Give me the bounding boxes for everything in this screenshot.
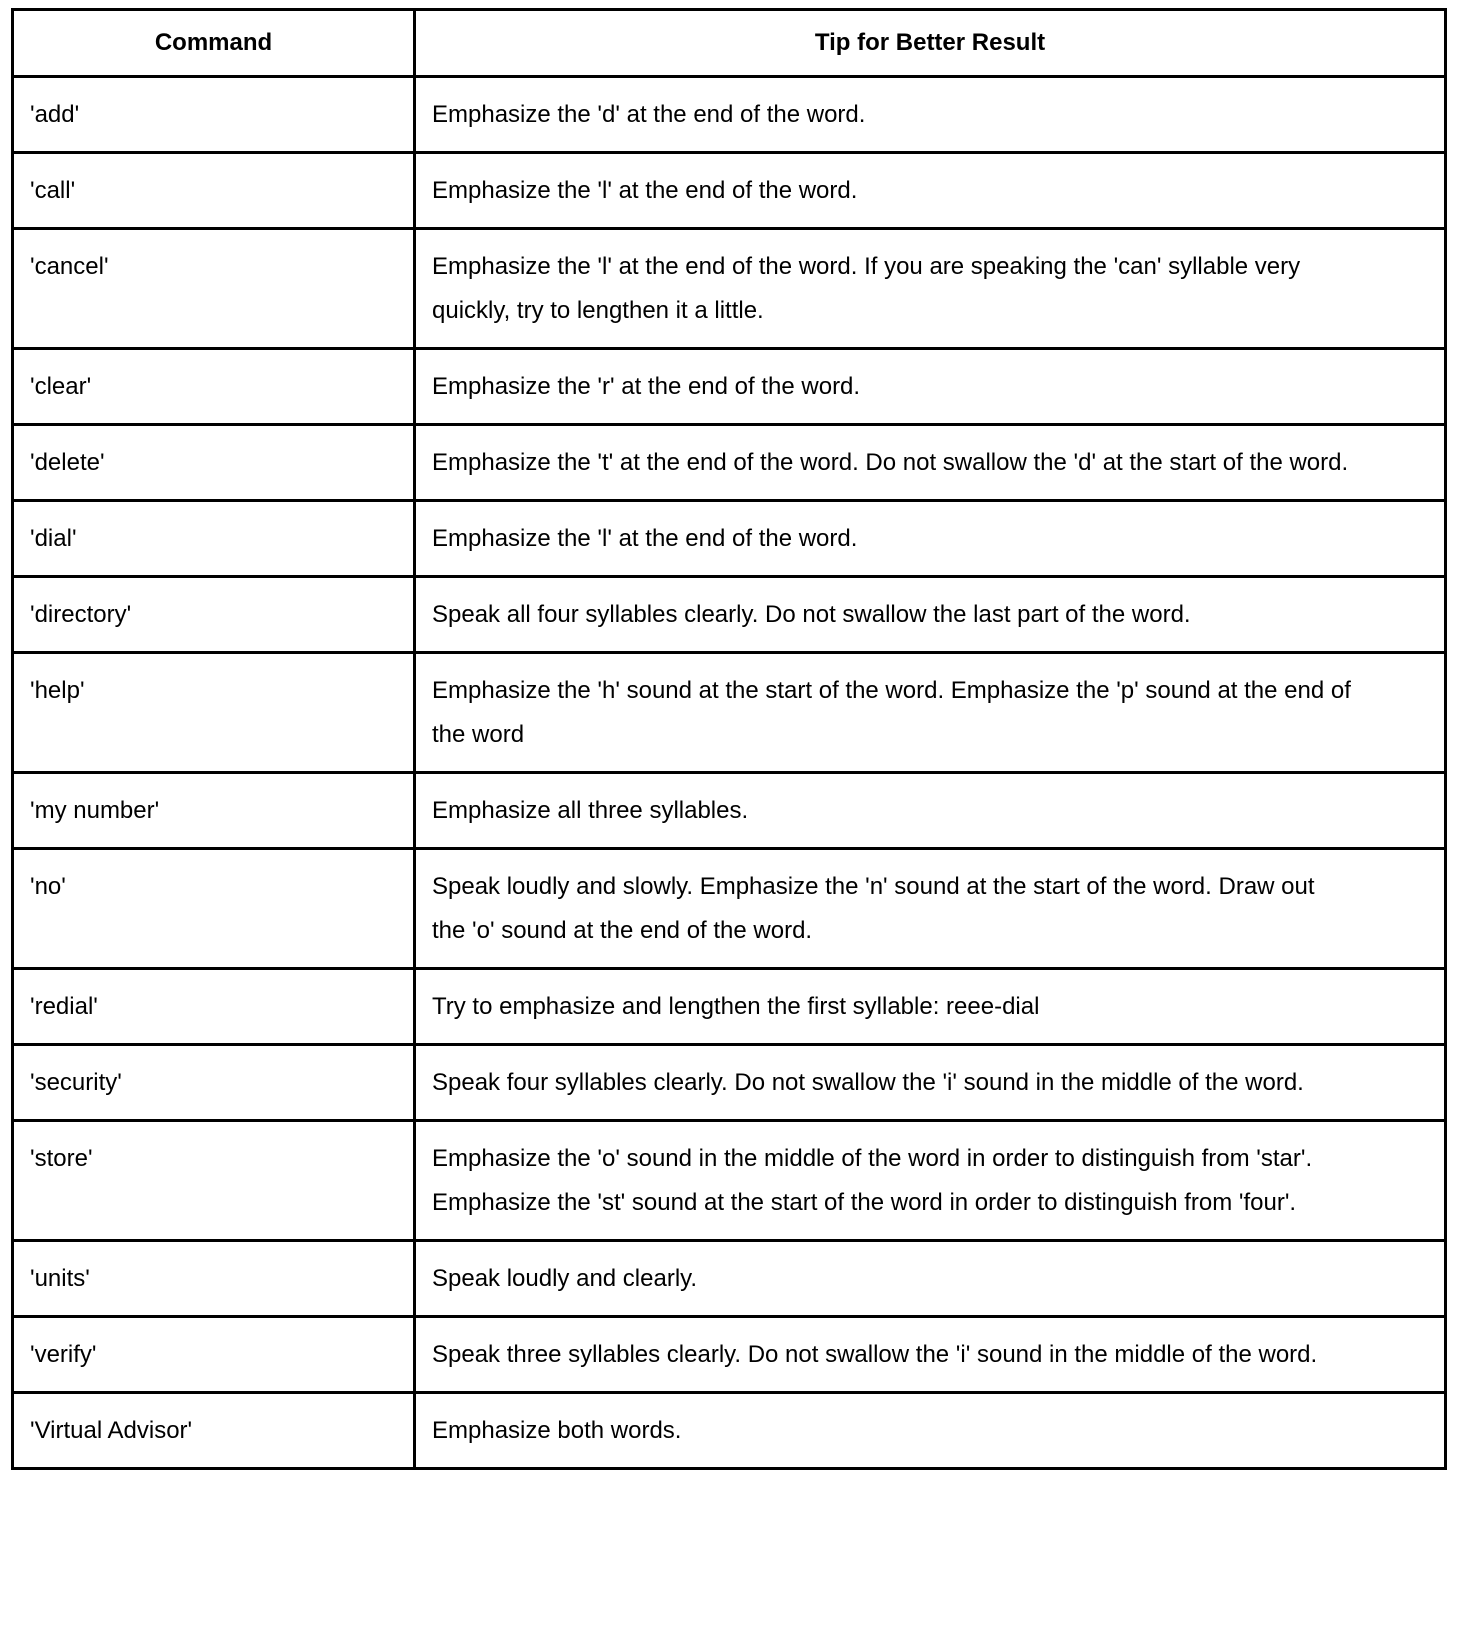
- header-row: [13, 10, 1446, 77]
- tip-cell: Speak three syllables clearly. Do not swallow the 'i' sound in the middle of the word.: [415, 1317, 1446, 1393]
- table-row: [13, 425, 1446, 501]
- tip-cell: Emphasize the 'l' at the end of the word.: [415, 153, 1446, 229]
- table-row: [13, 349, 1446, 425]
- command-cell: 'directory': [13, 577, 415, 653]
- table-row: [13, 1241, 1446, 1317]
- command-cell: 'dial': [13, 501, 415, 577]
- table-row: [13, 1121, 1446, 1241]
- tip-cell: Emphasize the 'o' sound in the middle of the word in order to distinguish from 'star'. Emphasize the 'st' sound at the start of the word in order to distinguish from 'four'.: [415, 1121, 1446, 1241]
- command-cell: 'security': [13, 1045, 415, 1121]
- table-row: [13, 153, 1446, 229]
- command-cell: 'units': [13, 1241, 415, 1317]
- table-row: [13, 1045, 1446, 1121]
- table-row: [13, 969, 1446, 1045]
- command-cell: 'verify': [13, 1317, 415, 1393]
- tip-cell: Emphasize the 'd' at the end of the word.: [415, 77, 1446, 153]
- tip-cell: Emphasize all three syllables.: [415, 773, 1446, 849]
- command-cell: 'store': [13, 1121, 415, 1241]
- tip-cell: Speak loudly and clearly.: [415, 1241, 1446, 1317]
- command-cell: 'no': [13, 849, 415, 969]
- command-cell: 'clear': [13, 349, 415, 425]
- command-cell: 'Virtual Advisor': [13, 1393, 415, 1469]
- command-cell: 'my number': [13, 773, 415, 849]
- command-cell: 'help': [13, 653, 415, 773]
- tip-cell: Emphasize the 'l' at the end of the word.: [415, 501, 1446, 577]
- command-cell: 'call': [13, 153, 415, 229]
- command-cell: 'cancel': [13, 229, 415, 349]
- tip-cell: Emphasize the 't' at the end of the word. Do not swallow the 'd' at the start of the word.: [415, 425, 1446, 501]
- table-row: [13, 501, 1446, 577]
- table-row: [13, 1317, 1446, 1393]
- table-row: [13, 1393, 1446, 1469]
- tip-cell: Emphasize both words.: [415, 1393, 1446, 1469]
- table-row: [13, 653, 1446, 773]
- command-cell: 'redial': [13, 969, 415, 1045]
- tip-cell: Speak loudly and slowly. Emphasize the 'n' sound at the start of the word. Draw out the 'o' sound at the end of the word.: [415, 849, 1446, 969]
- table-row: [13, 577, 1446, 653]
- tip-cell: Emphasize the 'h' sound at the start of the word. Emphasize the 'p' sound at the end of the word: [415, 653, 1446, 773]
- voice-command-tips-table: [11, 8, 1447, 1470]
- command-cell: 'delete': [13, 425, 415, 501]
- tip-cell: Speak all four syllables clearly. Do not swallow the last part of the word.: [415, 577, 1446, 653]
- tip-cell: Try to emphasize and lengthen the first syllable: reee-dial: [415, 969, 1446, 1045]
- tip-cell: Emphasize the 'l' at the end of the word. If you are speaking the 'can' syllable very quickly, try to lengthen it a little.: [415, 229, 1446, 349]
- header-command: Command: [13, 10, 415, 77]
- table-row: [13, 849, 1446, 969]
- header-tip: Tip for Better Result: [415, 10, 1446, 77]
- tip-cell: Emphasize the 'r' at the end of the word.: [415, 349, 1446, 425]
- tip-cell: Speak four syllables clearly. Do not swallow the 'i' sound in the middle of the word.: [415, 1045, 1446, 1121]
- command-cell: 'add': [13, 77, 415, 153]
- table-row: [13, 773, 1446, 849]
- table-row: [13, 229, 1446, 349]
- table-row: [13, 77, 1446, 153]
